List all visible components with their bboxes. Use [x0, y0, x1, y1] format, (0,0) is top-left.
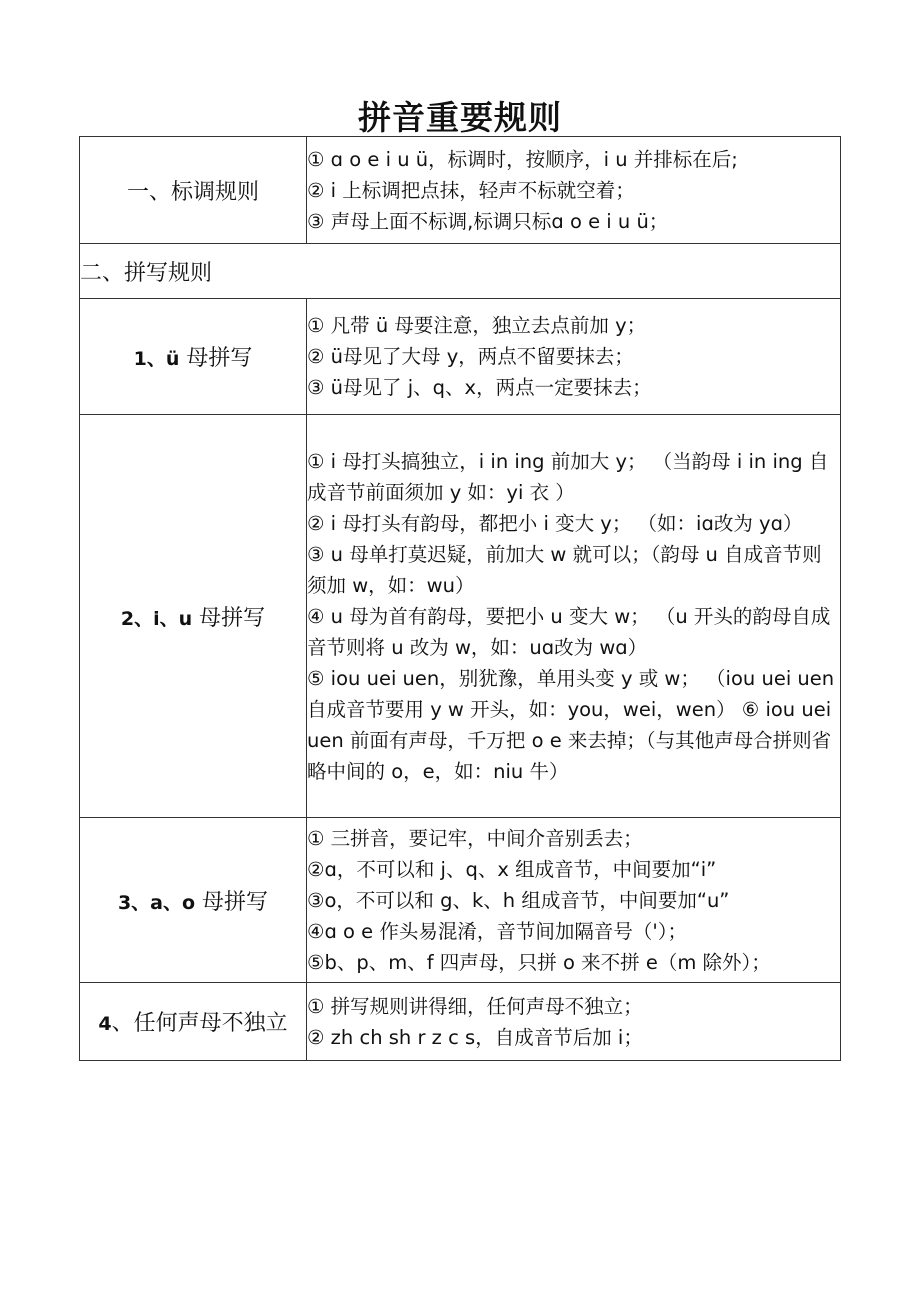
table-row: [80, 983, 841, 1061]
rule-line: ④ɑ o e 作头易混淆，音节间加隔音号（'）；: [307, 919, 687, 943]
row-label-text: 、任何声母不独立: [111, 1011, 288, 1036]
rule-line: ② ü母见了大母 y，两点不留要抹去；: [307, 345, 634, 368]
table-row: [80, 137, 841, 244]
rule-line: ① i 母打头搞独立，i in ing 前加大 y； （当韵母 i in ing 自成音节前面须加 y 如：yi 衣 ）: [307, 449, 829, 504]
table-row: [80, 244, 841, 299]
section-heading: 二、拼写规则: [80, 244, 841, 299]
row-label-text: 母拼写: [179, 346, 253, 371]
rule-cell: [307, 299, 841, 415]
row-number: 2、i、u: [120, 607, 193, 630]
row-label: [80, 415, 307, 818]
rule-line: ③o，不可以和 g、k、h 组成音节，中间要加“u”: [307, 888, 730, 912]
rule-line: ② zh ch sh r z c s，自成音节后加 i；: [307, 1025, 643, 1049]
row-number: 3、a、o: [117, 891, 196, 914]
page-title: 拼音重要规则: [358, 98, 562, 137]
rule-line: ① 拼写规则讲得细，任何声母不独立；: [307, 994, 643, 1018]
rule-line: ② i 母打头有韵母，都把小 i 变大 y； （如：iɑ改为 yɑ）: [307, 511, 803, 535]
row-number: 1、ü: [133, 348, 180, 370]
row-label: [80, 299, 307, 415]
table-row: [80, 818, 841, 983]
rule-line: ③ ü母见了 j、q、x，两点一定要抹去；: [307, 376, 652, 399]
row-label-text: 母拼写: [192, 605, 266, 631]
rule-cell: [307, 137, 841, 244]
rule-line: ① ɑ o e i u ü，标调时，按顺序，i u 并排标在后;: [307, 147, 738, 171]
row-label-text: 母拼写: [195, 889, 269, 915]
rule-line: ① 三拼音，要记牢，中间介音别丢去；: [307, 826, 643, 850]
rule-line: ② i 上标调把点抹，轻声不标就空着；: [307, 178, 635, 202]
table-row: [80, 299, 841, 415]
rule-cell: [307, 818, 841, 983]
rule-line: ③ 声母上面不标调,标调只标ɑ o e i u ü；: [307, 209, 669, 233]
rule-line: ⑤b、p、m、f 四声母，只拼 o 来不拼 e（m 除外）；: [307, 950, 771, 974]
rule-line: ④ u 母为首有韵母，要把小 u 变大 w； （u 开头的韵母自成音节则将 u 改为 w，如：uɑ改为 wɑ）: [307, 604, 831, 659]
rule-cell: [307, 415, 841, 818]
rule-line: ③ u 母单打莫迟疑，前加大 w 就可以；（韵母 u 自成音节则须加 w，如：wu）: [307, 542, 822, 597]
section-label: 一、标调规则: [80, 137, 307, 244]
row-number: 4: [98, 1013, 112, 1035]
table-row: [80, 415, 841, 818]
row-label: [80, 818, 307, 983]
rule-line: ②ɑ，不可以和 j、q、x 组成音节，中间要加“i”: [307, 857, 717, 881]
rules-table: [79, 136, 841, 1061]
row-label: [80, 983, 307, 1061]
rule-cell: [307, 983, 841, 1061]
rule-line: ① 凡带 ü 母要注意，独立去点前加 y；: [307, 314, 647, 337]
rule-line: ⑤ iou uei uen，别犹豫，单用头变 y 或 w； （iou uei uen 自成音节要用 y w 开头，如：you，wei，wen） ⑥ iou uei uen 前面有声母，千万把 o e 来去掉；（与其他声母合拼则省略中间的 o，e，如：niu 牛）: [307, 666, 835, 783]
